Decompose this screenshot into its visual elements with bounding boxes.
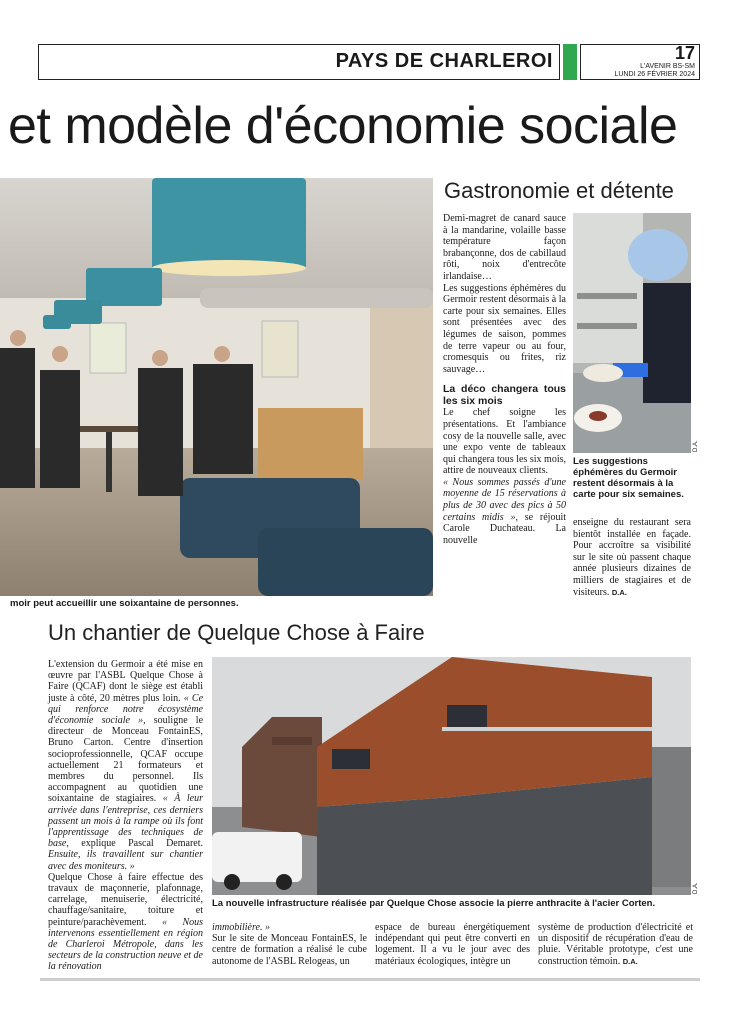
building-photo-credit: D.A. [693,882,699,894]
chantier-p2-quote: « Nous intervenons essentiellement en région de Charleroi Métropole, dans les secteurs de la construction neuve et de la rénovation [48,916,203,973]
section-name: PAYS DE CHARLEROI [335,50,553,72]
headline: et modèle d'économie sociale [8,97,678,155]
section-header [38,44,560,80]
chantier-title: Un chantier de Quelque Chose à Faire [48,620,425,645]
chef-photo-credit: D.A. [693,440,699,452]
chantier-col4-text: système de production d'électricité et un dispositif de récupération d'eau de pluie. Véritable prototype, c'est une construction témoin. [538,922,693,967]
gastronomy-column [443,213,566,546]
edition-label: L'AVENIR BS-SM [640,63,695,70]
gastronomy-para-1: Demi-magret de canard sauce à la mandarine, volaille basse température façon brabançonne, dos de cabillaud rôti, noix d'entrecôte irlandaise… [443,213,566,282]
chantier-col2-quote-end: immobilière. » [212,922,270,933]
gastronomy-para-3: Le chef soigne les présentations. Et l'ambiance cosy de la nouvelle salle, avec une expo vente de tableaux qui changera tous les six mois, attire de nouveaux clients. [443,407,566,477]
chantier-signature: D.A. [622,956,638,966]
gastronomy-para-5: enseigne du restaurant sera bientôt installée en façade. Pour accroître sa visibilité sur le site où passent chaque année plusieurs dizaines de milliers de stagiaires et de visiteurs. [573,517,691,598]
chantier-column-2 [212,922,367,967]
gastronomy-quote: « Nous sommes passés d'une moyenne de 15 réservations à plus de 30 avec des pics à 50 certains midis » [443,476,566,523]
chantier-p1-quote2: « À leur arrivée dans l'entreprise, ces derniers passent un mois à la rampe où ils font l'apprentissage des techniques de base [48,793,203,850]
chantier-column-3 [375,922,530,967]
chantier-col2-text: Sur le site de Monceau FontainES, le centre de formation a réalisé le cube autonome de l'ASBL Relogeas, un [212,933,367,967]
gastronomy-para-2: Les suggestions éphémères du Germoir restent désormais à la carte pour six semaines. Elles sont présentées avec des légumes de saison, pommes de terre vapeur ou au four, cromesquis ou frites, riz sauvage… [443,282,566,375]
gastronomy-para-4: , se réjouit Carole Duchateau. La nouvelle [443,511,567,546]
chantier-p1-quote: « Ce qui renforce notre écosystème d'économie sociale » [48,692,204,727]
restaurant-interior-photo [0,178,433,596]
chantier-col3-text: espace de bureau énergétiquement indépendant qui peut être converti en logement. Il a vu le jour avec des matériaux écologiques, intègre un [375,922,530,967]
building-photo-caption: La nouvelle infrastructure réalisée par Quelque Chose associe la pierre anthracite à l'acier Corten. [212,898,656,909]
gastronomy-signature: D.A. [611,587,627,597]
building-photo [212,657,691,895]
chantier-p2-a: Quelque Chose à faire effectue des travaux de maçonnerie, plafonnage, carrelage, menuiserie, électricité, chauffage/sanitaire, toiture et peinture/parachèvement. [48,871,203,928]
chantier-column-4 [538,922,693,967]
gastronomy-column-2 [573,517,691,598]
section-color-bar [563,44,577,80]
page-number: 17 [674,43,695,63]
chantier-column-1 [48,659,203,973]
bottom-rule [40,978,700,981]
publication-date: LUNDI 26 FÉVRIER 2024 [614,71,695,78]
restaurant-photo-caption: moir peut accueillir une soixantaine de personnes. [10,598,239,609]
page-info-box [580,44,700,80]
chef-plating-photo [573,213,691,453]
chantier-p1-a: L'extension du Germoir a été mise en œuvre par l'ASBL Quelque Chose à Faire (QCAF) dont le siège est établi juste à côté, 20 mètres plus loin. [48,659,203,704]
gastronomy-title: Gastronomie et détente [444,178,674,203]
chantier-p1-c: , explique Pascal Demaret. [66,838,203,850]
gastronomy-intertitle: La déco changera tous les six mois [443,383,566,408]
chantier-p1-b: , souligne le directeur de Monceau FontainES, Bruno Carton. Centre d'insertion socioprofessionnelle, QCAF occupe actuellement 21 formateurs et membres du personnel. Ils accompagnent au quotidien une soixantaine de stagiaires. [48,715,204,805]
chef-photo-caption: Les suggestions éphémères du Germoir restent désormais à la carte pour six semaines. [573,456,684,500]
chantier-p1-quote3: Ensuite, ils travaillent sur chantier avec des moniteurs. » [48,849,203,872]
